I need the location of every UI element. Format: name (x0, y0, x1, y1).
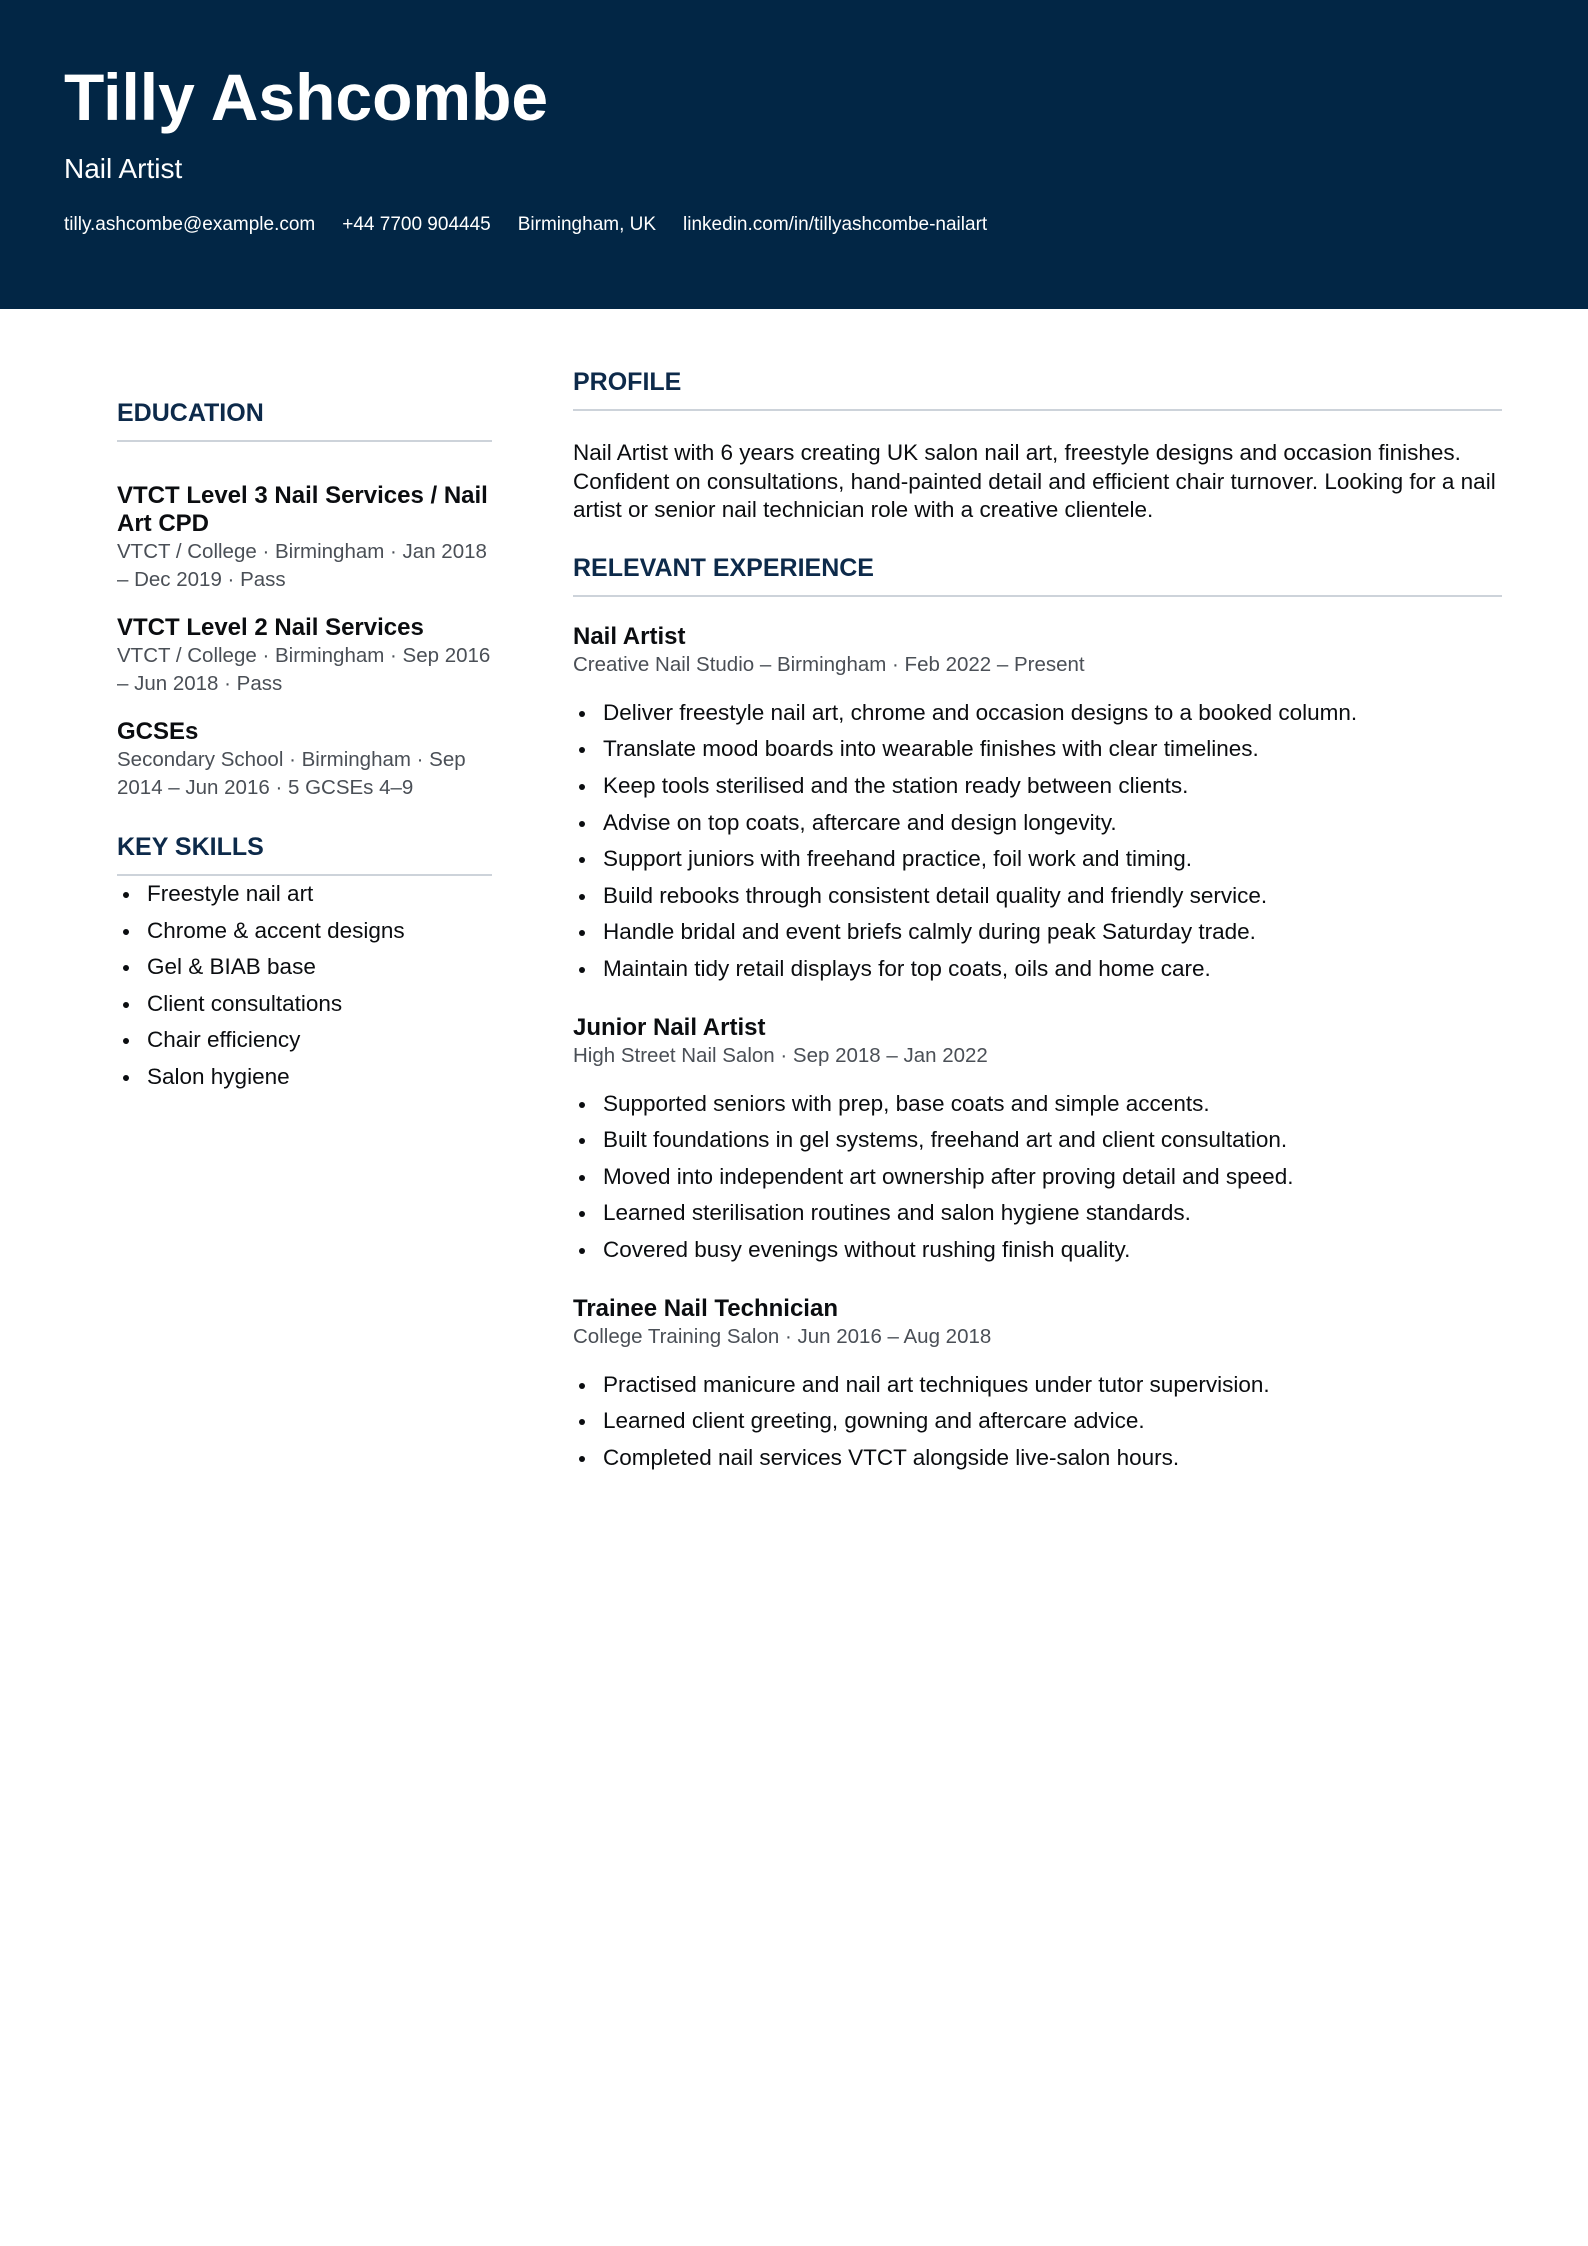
education-title: VTCT Level 2 Nail Services (117, 614, 424, 641)
education-title: GCSEs (117, 718, 199, 745)
contact-location: Birmingham, UK (517, 214, 657, 235)
contact-phone[interactable]: +44 7700 904445 (342, 214, 491, 235)
job-entry-meta: College Training Salon · Jun 2016 – Aug 2018 (573, 1324, 992, 1348)
skill-item: Client consultations (117, 986, 492, 1023)
job-bullets (573, 1086, 1502, 1269)
job-bullet: Build rebooks through consistent detail quality and friendly service. (573, 878, 1502, 915)
education-title: VTCT Level 3 Nail Services / Nail Art CPD (117, 482, 488, 537)
profile-summary: Nail Artist with 6 years creating UK salon nail art, freestyle designs and occasion finishes. Confident on consultations, hand-painted detail and efficient chair turnover. Looking for a nail artist or senior nail technician role with a creative clientele. (573, 440, 1496, 523)
skill-item: Freestyle nail art (117, 876, 492, 913)
job-bullets (573, 1367, 1502, 1477)
job-bullet: Supported seniors with prep, base coats and simple accents. (573, 1086, 1502, 1123)
right-column (573, 367, 1502, 1476)
job-bullet: Keep tools sterilised and the station ready between clients. (573, 768, 1502, 805)
job-entry (573, 1295, 1502, 1477)
education-item (117, 482, 492, 594)
skill-item: Gel & BIAB base (117, 949, 492, 986)
job-bullet: Handle bridal and event briefs calmly during peak Saturday trade. (573, 914, 1502, 951)
contact-email[interactable]: tilly.ashcombe@example.com (64, 214, 316, 235)
job-bullet: Practised manicure and nail art techniques under tutor supervision. (573, 1367, 1502, 1404)
job-bullet: Deliver freestyle nail art, chrome and occasion designs to a booked column. (573, 695, 1502, 732)
education-meta: VTCT / College · Birmingham · Sep 2016 – Jun 2018 · Pass (117, 644, 491, 695)
job-bullet: Learned sterilisation routines and salon hygiene standards. (573, 1195, 1502, 1232)
job-bullet: Learned client greeting, gowning and aftercare advice. (573, 1403, 1502, 1440)
job-bullet: Completed nail services VTCT alongside live-salon hours. (573, 1440, 1502, 1477)
education-item (117, 614, 492, 698)
job-bullet: Support juniors with freehand practice, foil work and timing. (573, 841, 1502, 878)
education-meta: VTCT / College · Birmingham · Jan 2018 – Dec 2019 · Pass (117, 540, 487, 591)
job-bullet: Translate mood boards into wearable finishes with clear timelines. (573, 731, 1502, 768)
skills-list (117, 876, 492, 1096)
job-title: Nail Artist (64, 153, 183, 184)
job-bullet: Maintain tidy retail displays for top coats, oils and home care. (573, 951, 1502, 988)
job-entry-meta: High Street Nail Salon · Sep 2018 – Jan 2022 (573, 1043, 988, 1067)
job-entry-meta: Creative Nail Studio – Birmingham · Feb 2022 – Present (573, 652, 1085, 676)
job-bullet: Built foundations in gel systems, freehand art and client consultation. (573, 1122, 1502, 1159)
job-bullets (573, 695, 1502, 988)
education-meta: Secondary School · Birmingham · Sep 2014 – Jun 2016 · 5 GCSEs 4–9 (117, 748, 466, 799)
job-bullet: Covered busy evenings without rushing finish quality. (573, 1232, 1502, 1269)
job-entry-title: Nail Artist (573, 622, 686, 650)
skill-item: Chair efficiency (117, 1022, 492, 1059)
skills-heading: KEY SKILLS (117, 832, 492, 876)
job-entry-title: Junior Nail Artist (573, 1013, 766, 1041)
job-bullet: Moved into independent art ownership after proving detail and speed. (573, 1159, 1502, 1196)
skill-item: Salon hygiene (117, 1059, 492, 1096)
left-column (117, 398, 492, 1096)
profile-heading: PROFILE (573, 367, 1502, 411)
candidate-name: Tilly Ashcombe (64, 60, 549, 134)
contact-linkedin[interactable]: linkedin.com/in/tillyashcombe-nailart (683, 214, 988, 235)
job-entry-title: Trainee Nail Technician (573, 1294, 838, 1322)
job-entry (573, 1014, 1502, 1269)
education-item (117, 718, 492, 802)
job-entry (573, 623, 1502, 988)
resume-header (0, 0, 1588, 309)
education-heading: EDUCATION (117, 398, 492, 442)
education-list (117, 482, 492, 802)
contact-line (64, 214, 987, 237)
experience-heading: RELEVANT EXPERIENCE (573, 553, 1502, 597)
job-bullet: Advise on top coats, aftercare and design longevity. (573, 805, 1502, 842)
skill-item: Chrome & accent designs (117, 913, 492, 950)
